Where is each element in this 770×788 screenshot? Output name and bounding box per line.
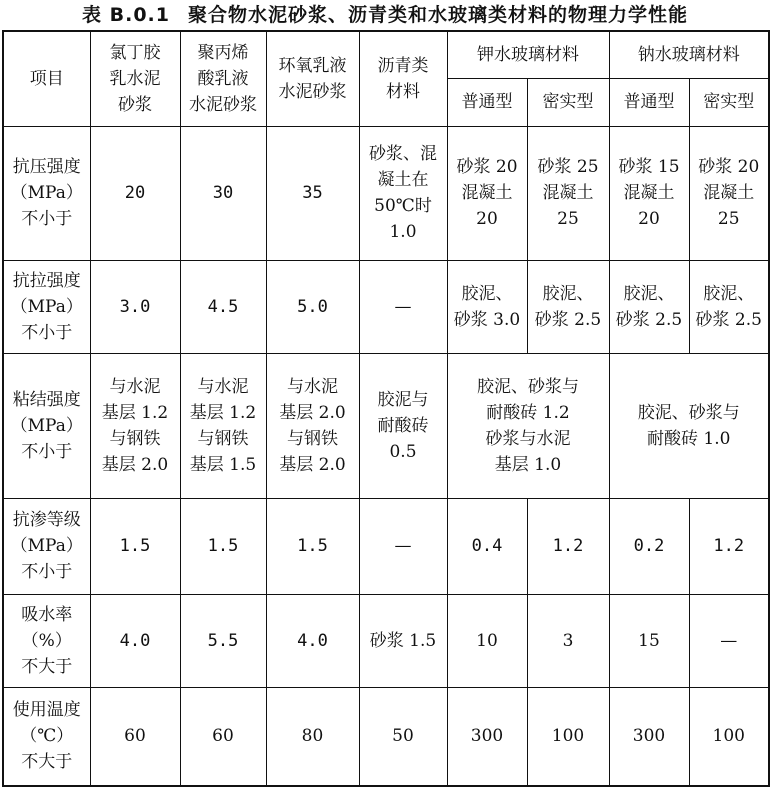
table-cell: 砂浆 25 混凝土 25 xyxy=(527,126,609,260)
table-cell: — xyxy=(359,260,447,353)
table-cell: 4.0 xyxy=(90,594,180,687)
header-k-dense: 密实型 xyxy=(527,78,609,126)
table-cell: 3 xyxy=(527,594,609,687)
table-number: 表 B.0.1 xyxy=(82,4,170,26)
row-water-absorption xyxy=(3,594,769,687)
table-cell: 胶泥、砂浆与 耐酸砖 1.2 砂浆与水泥 基层 1.0 xyxy=(447,353,609,498)
row-bond-strength xyxy=(3,353,769,498)
table-cell: 0.2 xyxy=(609,498,689,594)
header-na-dense: 密实型 xyxy=(689,78,769,126)
table-cell: 30 xyxy=(180,126,266,260)
table-cell: — xyxy=(359,498,447,594)
header-k-normal: 普通型 xyxy=(447,78,527,126)
header-sodium-glass: 钠水玻璃材料 xyxy=(609,31,769,78)
table-caption: 聚合物水泥砂浆、沥青类和水玻璃类材料的物理力学性能 xyxy=(187,4,688,26)
row-compressive-strength xyxy=(3,126,769,260)
row-label: 吸水率 （%） 不大于 xyxy=(3,594,90,687)
header-chloroprene: 氯丁胶 乳水泥 砂浆 xyxy=(90,31,180,126)
table-cell: 5.5 xyxy=(180,594,266,687)
table-cell: 15 xyxy=(609,594,689,687)
row-label: 抗压强度 （MPa） 不小于 xyxy=(3,126,90,260)
header-item: 项目 xyxy=(3,31,90,126)
header-row-1 xyxy=(3,31,769,78)
table-cell: 胶泥与 耐酸砖 0.5 xyxy=(359,353,447,498)
table-title xyxy=(0,0,770,30)
header-na-normal: 普通型 xyxy=(609,78,689,126)
table-cell: 胶泥、 砂浆 3.0 xyxy=(447,260,527,353)
table-cell: 100 xyxy=(527,687,609,786)
table-cell: 50 xyxy=(359,687,447,786)
table-cell: 300 xyxy=(609,687,689,786)
row-tensile-strength xyxy=(3,260,769,353)
table-cell: 1.5 xyxy=(90,498,180,594)
table-cell: 35 xyxy=(266,126,359,260)
table-cell: 100 xyxy=(689,687,769,786)
table-cell: 4.0 xyxy=(266,594,359,687)
table-cell: 胶泥、 砂浆 2.5 xyxy=(527,260,609,353)
table-cell: 砂浆 1.5 xyxy=(359,594,447,687)
table-cell: 砂浆 20 混凝土 25 xyxy=(689,126,769,260)
table-cell: 20 xyxy=(90,126,180,260)
table-cell: 4.5 xyxy=(180,260,266,353)
table-cell: 与水泥 基层 2.0 与钢铁 基层 2.0 xyxy=(266,353,359,498)
row-label: 抗拉强度 （MPa） 不小于 xyxy=(3,260,90,353)
table-cell: 80 xyxy=(266,687,359,786)
table-cell: 胶泥、 砂浆 2.5 xyxy=(689,260,769,353)
row-label: 使用温度 （℃） 不大于 xyxy=(3,687,90,786)
table-cell: 1.5 xyxy=(266,498,359,594)
table-cell: 胶泥、砂浆与 耐酸砖 1.0 xyxy=(609,353,769,498)
table-cell: 1.2 xyxy=(527,498,609,594)
table-cell: 1.5 xyxy=(180,498,266,594)
table-cell: 砂浆 15 混凝土 20 xyxy=(609,126,689,260)
header-polyacrylate: 聚丙烯 酸乳液 水泥砂浆 xyxy=(180,31,266,126)
table-cell: 砂浆、混 凝土在 50℃时 1.0 xyxy=(359,126,447,260)
table-cell: 300 xyxy=(447,687,527,786)
table-cell: 1.2 xyxy=(689,498,769,594)
table-cell: 与水泥 基层 1.2 与钢铁 基层 2.0 xyxy=(90,353,180,498)
table-cell: 3.0 xyxy=(90,260,180,353)
table-cell: 5.0 xyxy=(266,260,359,353)
table-cell: 与水泥 基层 1.2 与钢铁 基层 1.5 xyxy=(180,353,266,498)
row-impermeability xyxy=(3,498,769,594)
table-cell: 砂浆 20 混凝土 20 xyxy=(447,126,527,260)
properties-table xyxy=(2,30,770,787)
table-cell: 60 xyxy=(90,687,180,786)
table-cell: 10 xyxy=(447,594,527,687)
table-cell: 0.4 xyxy=(447,498,527,594)
table-cell: 60 xyxy=(180,687,266,786)
header-asphalt: 沥青类 材料 xyxy=(359,31,447,126)
row-service-temperature xyxy=(3,687,769,786)
header-epoxy: 环氧乳液 水泥砂浆 xyxy=(266,31,359,126)
table-cell: — xyxy=(689,594,769,687)
header-potassium-glass: 钾水玻璃材料 xyxy=(447,31,609,78)
row-label: 抗渗等级 （MPa） 不小于 xyxy=(3,498,90,594)
row-label: 粘结强度 （MPa） 不小于 xyxy=(3,353,90,498)
table-cell: 胶泥、 砂浆 2.5 xyxy=(609,260,689,353)
